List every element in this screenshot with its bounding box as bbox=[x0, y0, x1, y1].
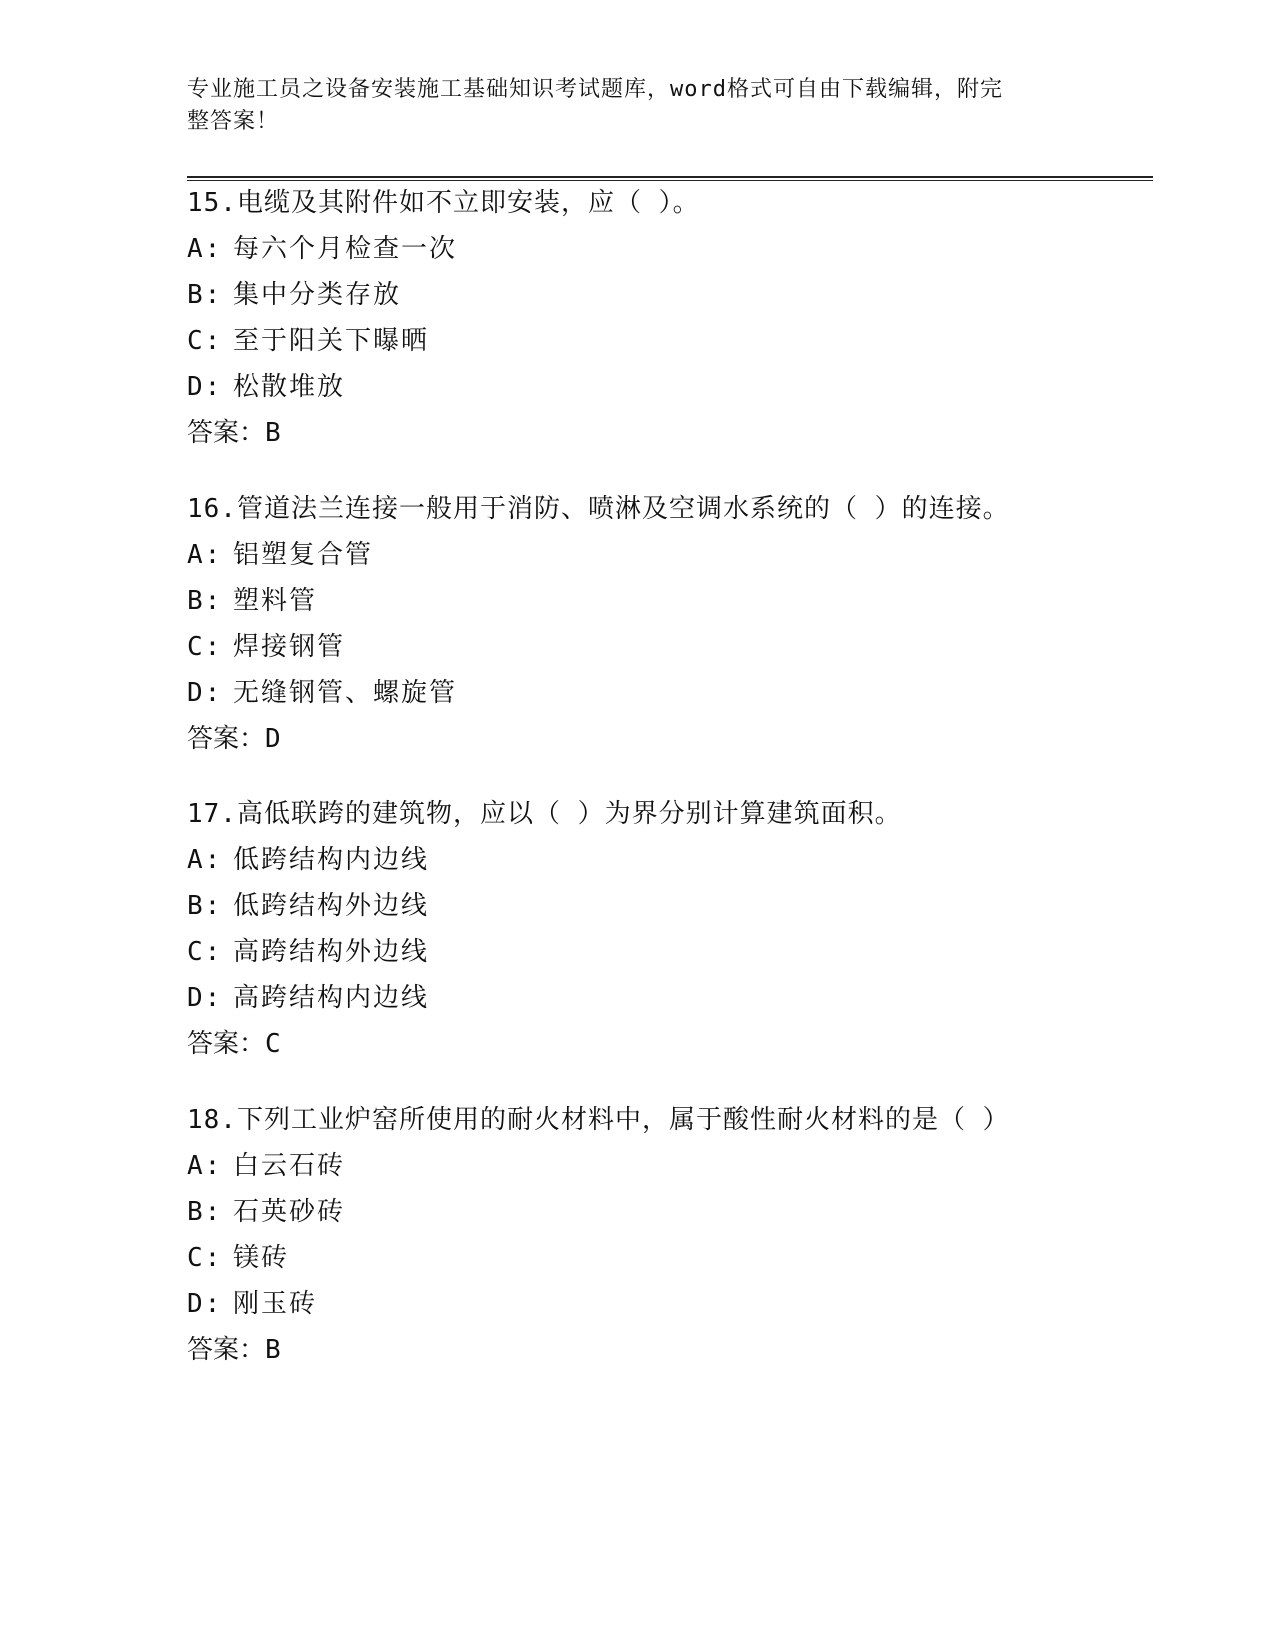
option-c: C: 至于阳关下曝晒 bbox=[187, 326, 430, 356]
answer-label: 答案： bbox=[187, 1029, 266, 1059]
option-text: 至于阳关下曝晒 bbox=[233, 326, 430, 356]
answer bbox=[187, 716, 1187, 762]
option-c: C: 焊接钢管 bbox=[187, 632, 346, 662]
option-d: D: 松散堆放 bbox=[187, 372, 346, 402]
option-b: B: 石英砂砖 bbox=[187, 1197, 346, 1227]
option-a: A: 低跨结构内边线 bbox=[187, 845, 430, 875]
header-line-2: 整答案！ bbox=[187, 109, 280, 134]
answer-label: 答案： bbox=[187, 418, 266, 448]
option-text: 松散堆放 bbox=[233, 372, 346, 402]
option-b: B: 集中分类存放 bbox=[187, 280, 402, 310]
answer-value: B bbox=[265, 418, 281, 448]
option-c: C: 镁砖 bbox=[187, 1243, 290, 1273]
document-header bbox=[187, 74, 1067, 138]
option-text: 高跨结构内边线 bbox=[233, 983, 430, 1013]
option-text: 集中分类存放 bbox=[233, 280, 402, 310]
question-stem: 17.高低联跨的建筑物，应以（ ）为界分别计算建筑面积。 bbox=[187, 799, 902, 829]
question-stem: 18.下列工业炉窑所使用的耐火材料中，属于酸性耐火材料的是（ ） bbox=[187, 1105, 1010, 1135]
option-b: B: 低跨结构外边线 bbox=[187, 891, 430, 921]
question-18 bbox=[187, 1097, 1187, 1373]
option-text: 每六个月检查一次 bbox=[233, 234, 458, 264]
option-d: D: 无缝钢管、螺旋管 bbox=[187, 678, 458, 708]
option-text: 低跨结构内边线 bbox=[233, 845, 430, 875]
option-d: D: 高跨结构内边线 bbox=[187, 983, 430, 1013]
option-text: 焊接钢管 bbox=[233, 632, 346, 662]
question-15 bbox=[187, 180, 1187, 456]
option-text: 铝塑复合管 bbox=[233, 540, 374, 570]
option-text: 石英砂砖 bbox=[233, 1197, 346, 1227]
option-a: A: 铝塑复合管 bbox=[187, 540, 374, 570]
option-a: A: 白云石砖 bbox=[187, 1151, 346, 1181]
option-b: B: 塑料管 bbox=[187, 586, 318, 616]
answer bbox=[187, 1021, 1187, 1067]
question-17 bbox=[187, 791, 1187, 1067]
option-d: D: 刚玉砖 bbox=[187, 1289, 318, 1319]
option-text: 低跨结构外边线 bbox=[233, 891, 430, 921]
question-16 bbox=[187, 486, 1187, 762]
option-a: A: 每六个月检查一次 bbox=[187, 234, 458, 264]
question-stem: 16.管道法兰连接一般用于消防、喷淋及空调水系统的（ ）的连接。 bbox=[187, 494, 1010, 524]
answer-label: 答案： bbox=[187, 724, 266, 754]
answer-label: 答案： bbox=[187, 1335, 266, 1365]
header-line-1: 专业施工员之设备安装施工基础知识考试题库，word格式可自由下载编辑，附完 bbox=[187, 77, 1003, 102]
answer-value: C bbox=[265, 1029, 281, 1059]
option-text: 塑料管 bbox=[233, 586, 318, 616]
option-text: 高跨结构外边线 bbox=[233, 937, 430, 967]
answer bbox=[187, 410, 1187, 456]
answer-value: D bbox=[265, 724, 281, 754]
option-c: C: 高跨结构外边线 bbox=[187, 937, 430, 967]
option-text: 无缝钢管、螺旋管 bbox=[233, 678, 458, 708]
option-text: 白云石砖 bbox=[233, 1151, 346, 1181]
option-text: 镁砖 bbox=[233, 1243, 290, 1273]
option-text: 刚玉砖 bbox=[233, 1289, 318, 1319]
answer-value: B bbox=[265, 1335, 281, 1365]
question-stem: 15.电缆及其附件如不立即安装，应（ ）。 bbox=[187, 188, 700, 218]
answer bbox=[187, 1327, 1187, 1373]
